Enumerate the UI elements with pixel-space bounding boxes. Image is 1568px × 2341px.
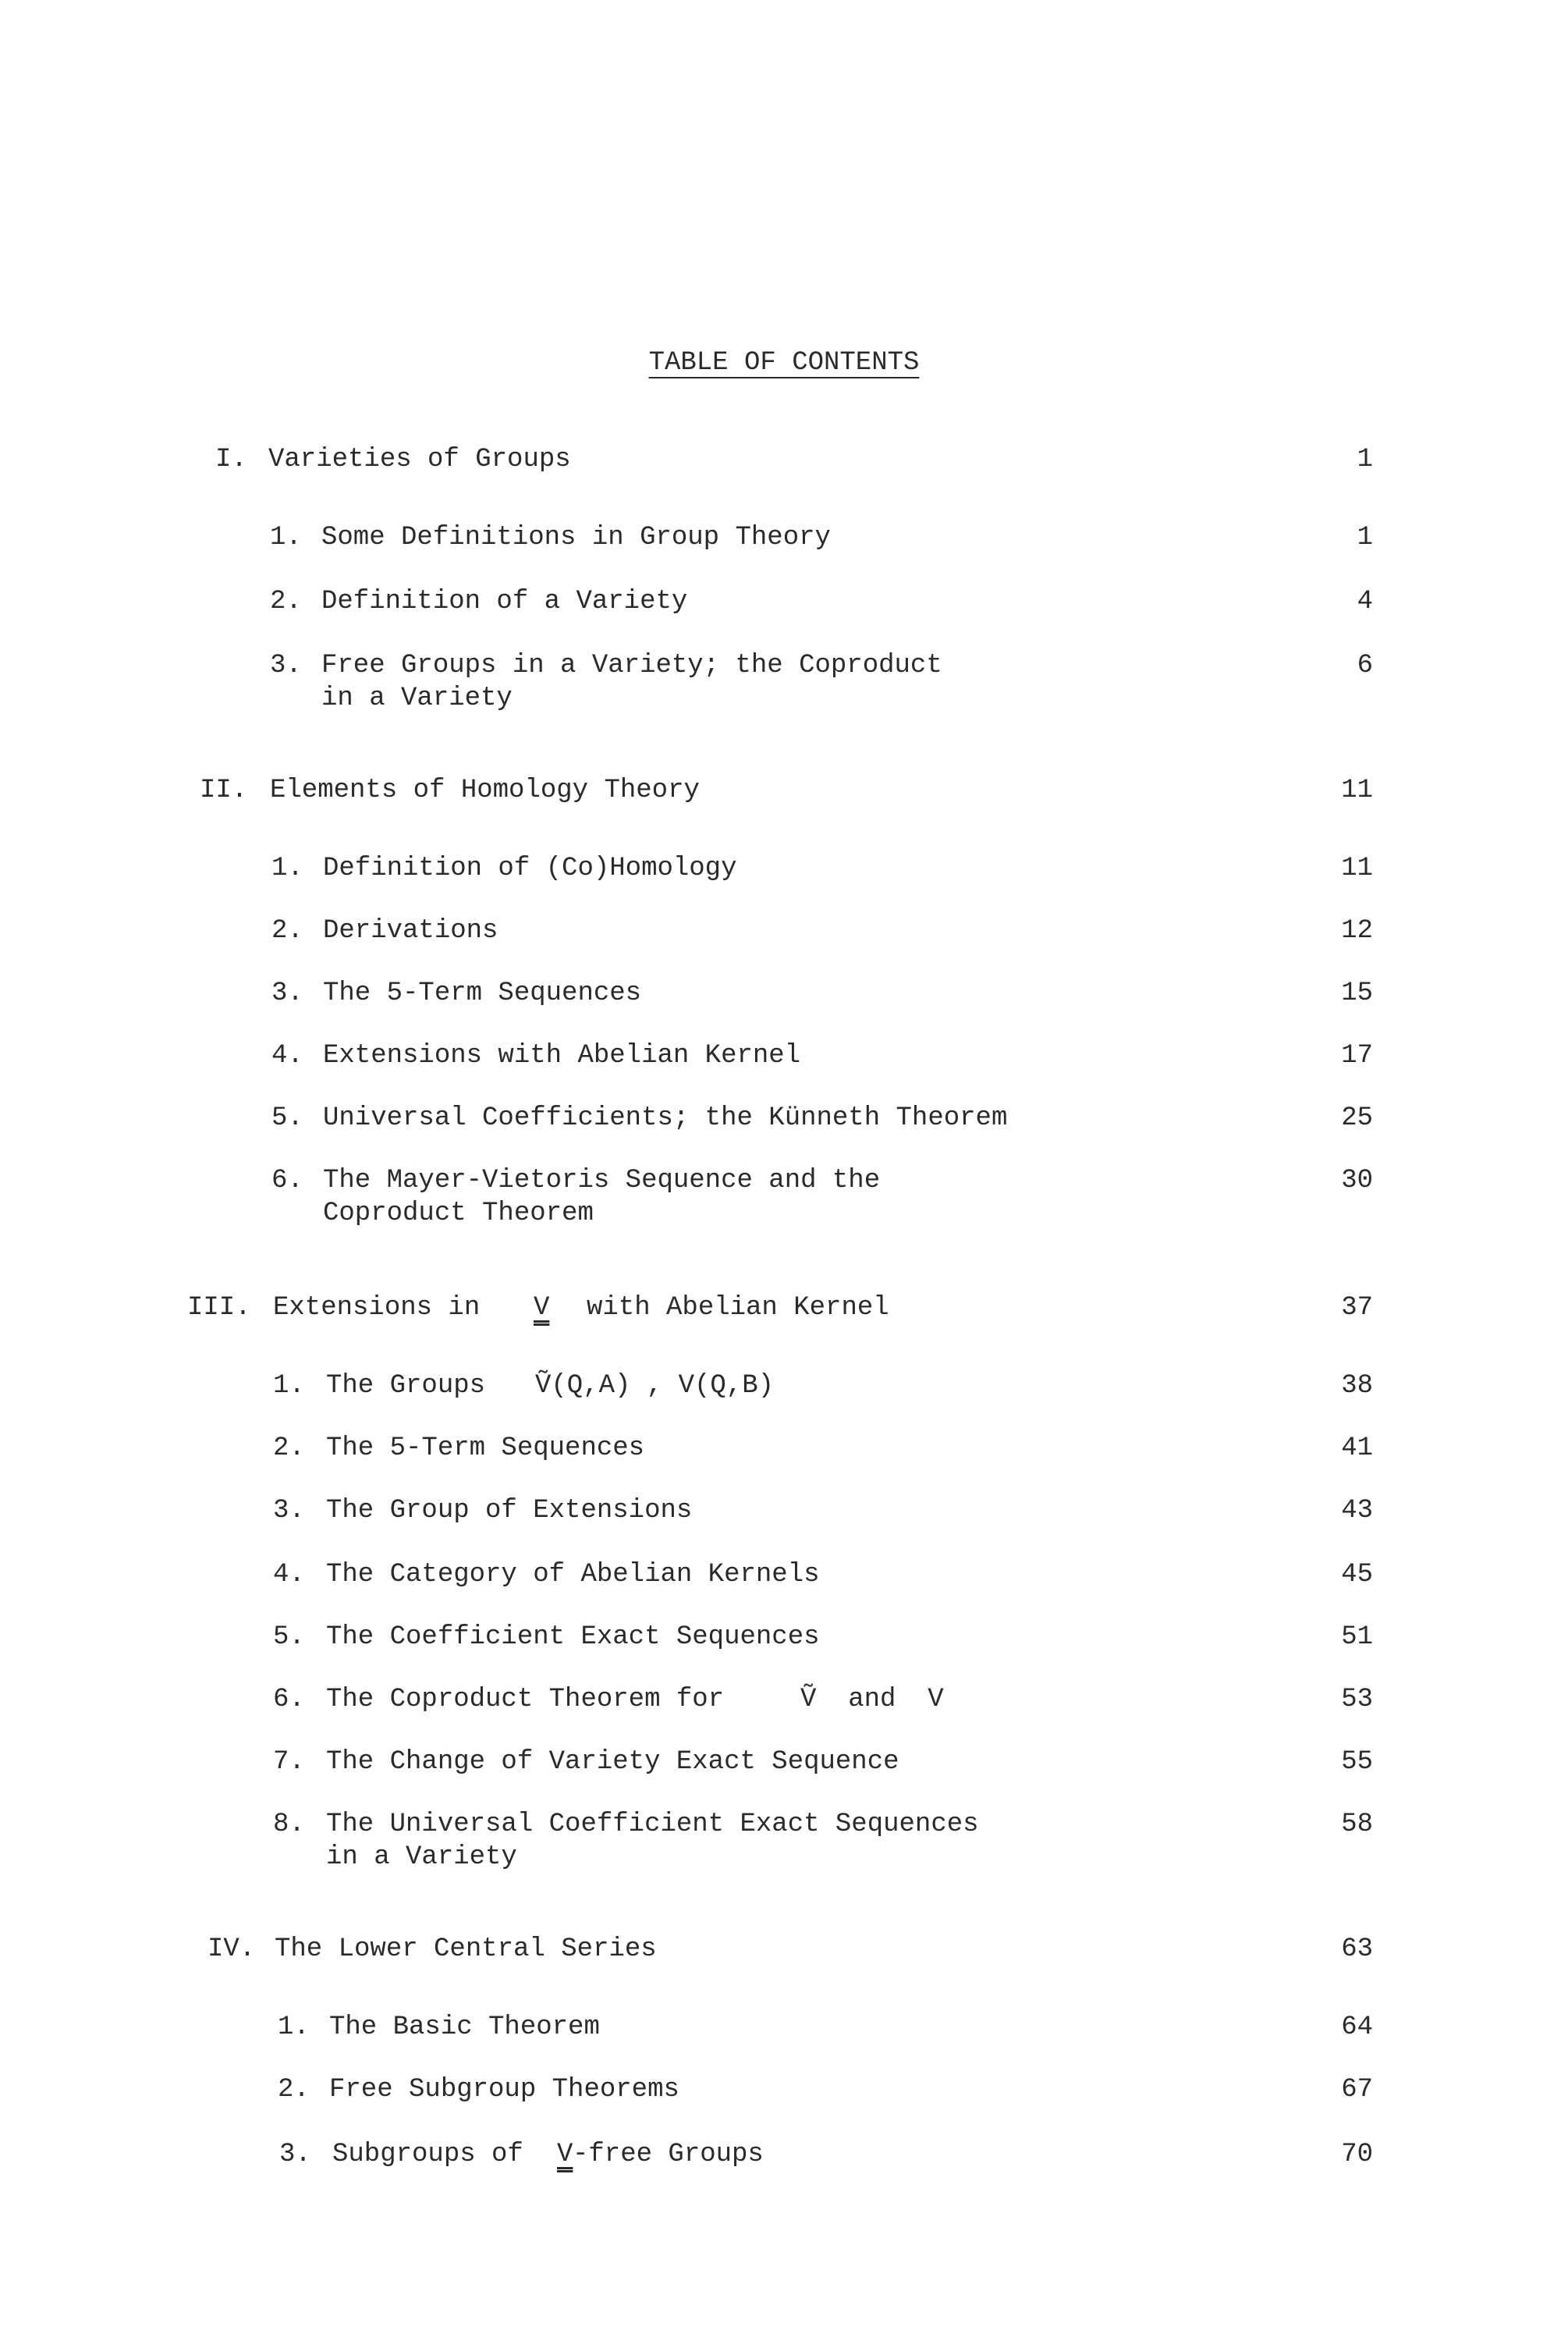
page-number: 30	[1341, 1166, 1373, 1195]
section-title: Subgroups of	[332, 2140, 523, 2169]
section-number: 1.	[278, 2012, 310, 2042]
page-number: 41	[1341, 1433, 1373, 1463]
section-title-continued: in a Variety	[326, 1842, 517, 1872]
chapter-title: The Lower Central Series	[275, 1934, 657, 1964]
section-math: Ṽ(Q,A) , V(Q,B)	[535, 1371, 775, 1401]
page-number: 70	[1341, 2140, 1373, 2169]
section-title: The Coefficient Exact Sequences	[326, 1622, 820, 1652]
section-number: 1.	[273, 1371, 305, 1401]
page-number: 17	[1341, 1041, 1373, 1071]
section-number: 3.	[273, 1496, 305, 1526]
section-title: The 5-Term Sequences	[323, 979, 642, 1008]
page-number: 53	[1341, 1685, 1373, 1714]
page-number: 64	[1341, 2012, 1373, 2042]
chapter-title-rest: with Abelian Kernel	[587, 1293, 889, 1323]
page-number: 15	[1341, 979, 1373, 1008]
page-number: 38	[1341, 1371, 1373, 1401]
section-number: 3.	[270, 651, 302, 680]
section-number: 1.	[270, 523, 302, 552]
section-title-rest: -free Groups	[573, 2140, 764, 2169]
section-number: 2.	[270, 587, 302, 616]
section-number: 4.	[271, 1041, 303, 1071]
page-number: 37	[1341, 1293, 1373, 1323]
chapter-number: IV.	[208, 1934, 256, 1964]
section-number: 2.	[273, 1433, 305, 1463]
chapter-number: III.	[187, 1293, 251, 1323]
chapter-number: II.	[200, 776, 248, 805]
variety-symbol: V	[557, 2140, 573, 2169]
variety-symbol: V	[534, 1293, 550, 1323]
page-number: 55	[1341, 1747, 1373, 1777]
page-number: 1	[1357, 445, 1373, 474]
section-number: 6.	[273, 1685, 305, 1714]
page-number: 1	[1357, 523, 1373, 552]
section-number: 4.	[273, 1560, 305, 1590]
section-number: 3.	[271, 979, 303, 1008]
section-title: The Coproduct Theorem for	[326, 1685, 725, 1714]
page-number: 25	[1341, 1103, 1373, 1133]
chapter-title: Extensions in	[273, 1293, 481, 1323]
section-math: Ṽ and V	[800, 1685, 944, 1714]
section-title: Derivations	[323, 916, 498, 946]
section-number: 5.	[271, 1103, 303, 1133]
section-number: 8.	[273, 1810, 305, 1839]
chapter-title: Varieties of Groups	[268, 445, 571, 474]
section-title: The Universal Coefficient Exact Sequences	[326, 1810, 979, 1839]
section-number: 6.	[271, 1166, 303, 1195]
chapter-title: Elements of Homology Theory	[270, 776, 700, 805]
page-number: 45	[1341, 1560, 1373, 1590]
section-number: 1.	[271, 854, 303, 883]
page-number: 11	[1341, 854, 1373, 883]
section-title: Definition of (Co)Homology	[323, 854, 737, 883]
section-title: Universal Coefficients; the Künneth Theorem	[323, 1103, 1008, 1133]
section-title: Free Groups in a Variety; the Coproduct	[321, 651, 942, 680]
section-title: The Basic Theorem	[329, 2012, 600, 2042]
section-number: 2.	[278, 2075, 310, 2105]
page-number: 58	[1341, 1810, 1373, 1839]
page-number: 12	[1341, 916, 1373, 946]
section-number: 3.	[279, 2140, 311, 2169]
section-title: The Groups	[326, 1371, 486, 1401]
page-number: 11	[1341, 776, 1373, 805]
section-title: Free Subgroup Theorems	[329, 2075, 679, 2105]
page-number: 6	[1357, 651, 1373, 680]
section-number: 7.	[273, 1747, 305, 1777]
section-title: Extensions with Abelian Kernel	[323, 1041, 801, 1071]
section-number: 5.	[273, 1622, 305, 1652]
page-number: 43	[1341, 1496, 1373, 1526]
section-title: The Category of Abelian Kernels	[326, 1560, 820, 1590]
section-title: Some Definitions in Group Theory	[321, 523, 831, 552]
page-number: 4	[1357, 587, 1373, 616]
section-number: 2.	[271, 916, 303, 946]
page-title: TABLE OF CONTENTS	[648, 348, 920, 378]
section-title-continued: in a Variety	[321, 684, 513, 713]
section-title: The Change of Variety Exact Sequence	[326, 1747, 899, 1777]
section-title: Definition of a Variety	[321, 587, 688, 616]
section-title-continued: Coproduct Theorem	[323, 1199, 594, 1228]
section-title: The 5-Term Sequences	[326, 1433, 645, 1463]
section-title: The Group of Extensions	[326, 1496, 693, 1526]
section-title: The Mayer-Vietoris Sequence and the	[323, 1166, 881, 1195]
page-number: 63	[1341, 1934, 1373, 1964]
page-number: 51	[1341, 1622, 1373, 1652]
page-number: 67	[1341, 2075, 1373, 2105]
chapter-number: I.	[215, 445, 247, 474]
